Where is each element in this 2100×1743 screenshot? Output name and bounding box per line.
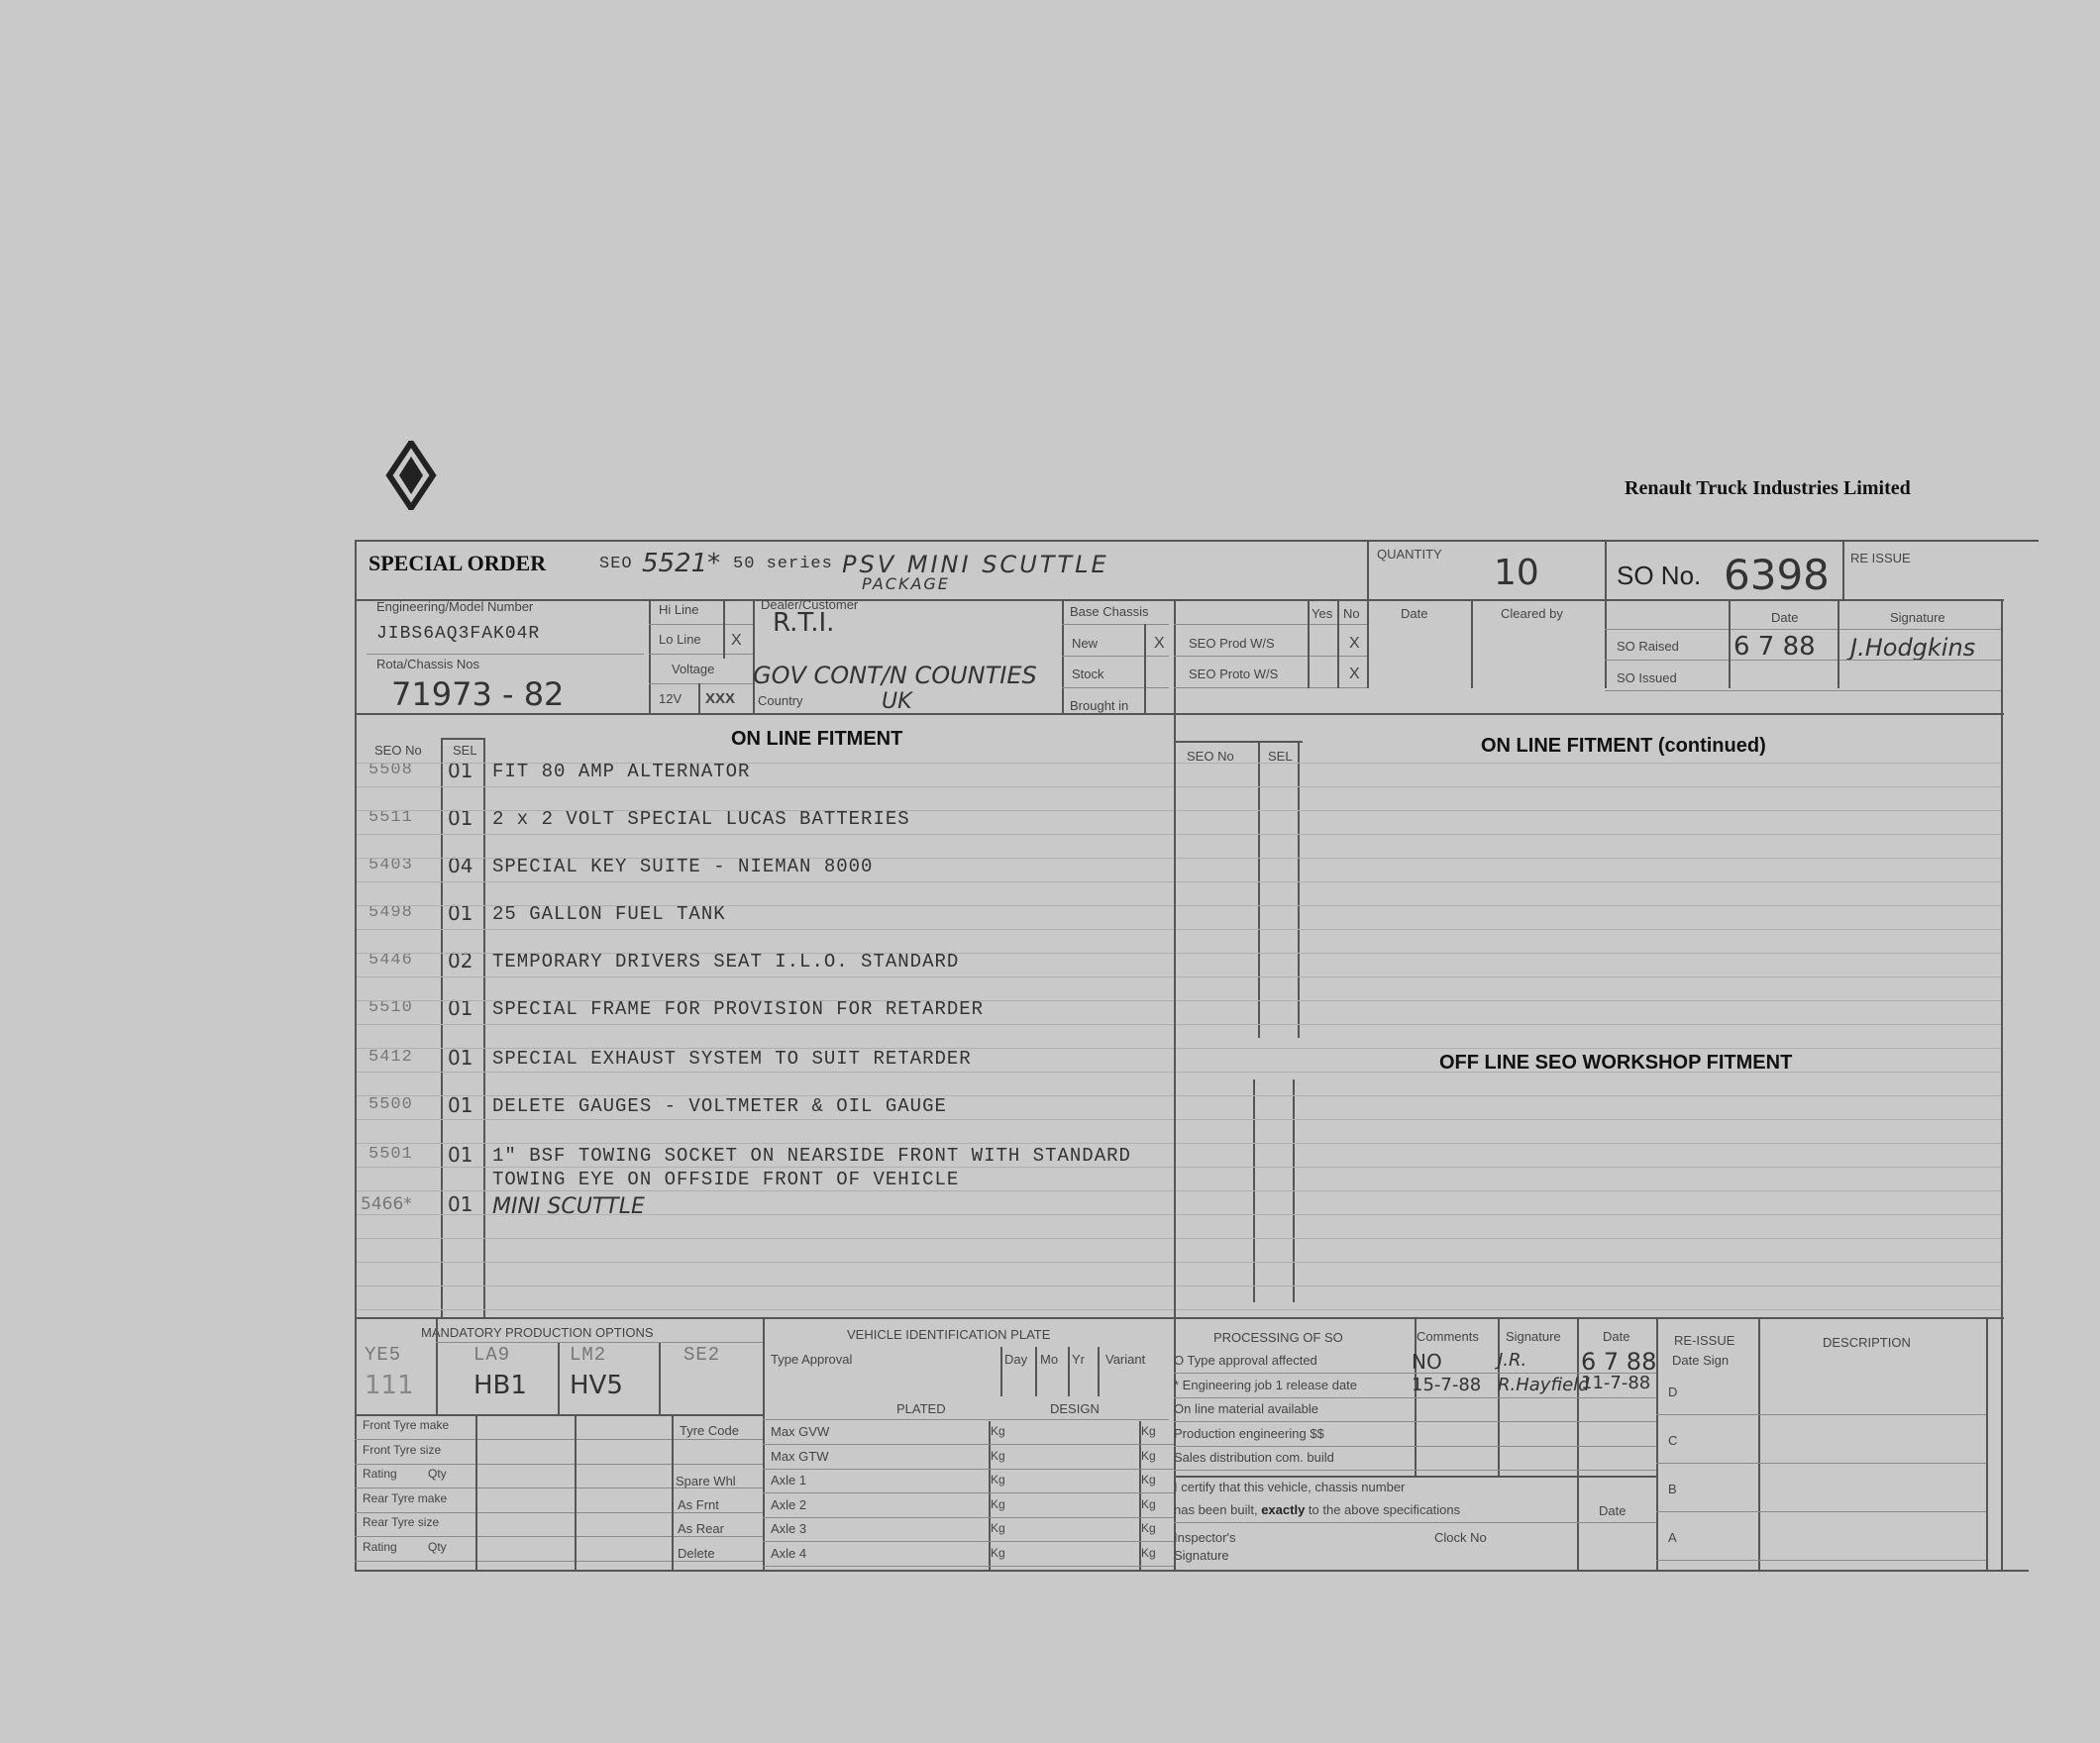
reissue-row-line — [1656, 1463, 1986, 1464]
ruled-line-left — [357, 1238, 1174, 1239]
reissue-letter: B — [1668, 1482, 1677, 1496]
delete-label: Delete — [678, 1546, 715, 1561]
col-seo-no: SEO No — [374, 743, 422, 758]
fitment-description: SPECIAL EXHAUST SYSTEM TO SUIT RETARDER — [492, 1048, 972, 1070]
fitment-sel: 01 — [448, 806, 473, 830]
vip-row-label: Axle 1 — [771, 1473, 807, 1487]
ruled-line-right — [1176, 1143, 2001, 1144]
vip-kg-plated: Kg — [991, 1473, 1005, 1487]
new-label: New — [1072, 636, 1099, 651]
vip-kg-design: Kg — [1141, 1545, 1156, 1560]
eng-model-label: Engineering/Model Number — [376, 599, 534, 614]
col-sel-right: SEL — [1268, 749, 1293, 764]
certify-line-2: has been built, exactly to the above specifications — [1174, 1502, 1461, 1517]
so-no-label: SO No. — [1617, 561, 1702, 590]
fitment-seo-no: 5403 — [368, 856, 413, 874]
inspector-label: Inspector's — [1174, 1530, 1236, 1545]
vip-kg-plated: Kg — [991, 1545, 1005, 1560]
renault-diamond-icon — [381, 441, 441, 510]
reissue-row-line — [1656, 1511, 1986, 1512]
prod-no-mark: X — [1349, 635, 1360, 652]
dealer-value-2: GOV CONT/N COUNTIES — [753, 662, 1037, 689]
voltage-label: Voltage — [672, 662, 715, 676]
design-label: DESIGN — [1050, 1401, 1100, 1416]
fitment-sel: 01 — [448, 1046, 473, 1070]
fitment-seo-no: 5498 — [368, 903, 413, 922]
fitment-description: 25 GALLON FUEL TANK — [492, 903, 726, 925]
vip-kg-design: Kg — [1141, 1448, 1156, 1463]
comments-label: Comments — [1417, 1329, 1479, 1344]
mandatory-title: MANDATORY PRODUCTION OPTIONS — [421, 1325, 654, 1340]
no-label: No — [1343, 606, 1360, 621]
ruled-line-right — [1176, 905, 2001, 906]
cleared-by-label: Cleared by — [1501, 606, 1563, 621]
fitment-seo-no: 5508 — [368, 761, 413, 779]
fitment-seo-no: 5466* — [361, 1194, 412, 1214]
ruled-line-left — [357, 1119, 1174, 1120]
ruled-line-left — [357, 1143, 1174, 1144]
processing-row-line — [1174, 1397, 1656, 1398]
ruled-line-left — [357, 1000, 1174, 1001]
clock-no-label: Clock No — [1434, 1530, 1487, 1545]
description-label: DESCRIPTION — [1823, 1335, 1911, 1350]
ruled-line-left — [357, 1190, 1174, 1191]
tyre-row-label: Rear Tyre size — [363, 1515, 440, 1529]
ruled-line-left — [357, 858, 1174, 859]
ruled-line-right — [1176, 1309, 2001, 1310]
so-issued-label: SO Issued — [1617, 670, 1677, 685]
ruled-line-right — [1176, 810, 2001, 811]
vip-row-label: Max GTW — [771, 1448, 829, 1464]
yr-label: Yr — [1072, 1352, 1085, 1367]
quantity-label: QUANTITY — [1377, 547, 1442, 562]
ruled-line-right — [1176, 976, 2001, 977]
fitment-sel: 02 — [448, 949, 473, 973]
processing-row-label: O Type approval affected — [1174, 1353, 1317, 1368]
vip-row-line — [763, 1444, 1174, 1445]
mandatory-option-code: LM2 — [570, 1344, 607, 1366]
ruled-line-left — [357, 786, 1174, 787]
plated-label: PLATED — [896, 1401, 946, 1416]
so-raised-signature: J.Hodgkins — [1850, 634, 1976, 662]
proc-date-label: Date — [1603, 1329, 1630, 1344]
col-sel: SEL — [453, 743, 477, 758]
tyre-row-label: Front Tyre make — [363, 1418, 450, 1432]
cert-date-label: Date — [1599, 1503, 1627, 1518]
seo-label: SEO — [599, 555, 633, 573]
reissue-label: RE ISSUE — [1850, 551, 1911, 565]
vip-kg-plated: Kg — [991, 1521, 1005, 1535]
vip-row-label: Axle 4 — [771, 1545, 807, 1561]
mandatory-option-code: SE2 — [683, 1344, 721, 1366]
voltage-12v: 12V — [659, 691, 682, 706]
processing-row-label: Production engineering $$ — [1174, 1425, 1324, 1441]
fitment-sel: 01 — [448, 1093, 473, 1117]
tyre-row-label: Rating — [363, 1539, 397, 1554]
renault-logo — [381, 441, 441, 510]
ruled-line-right — [1176, 786, 2001, 787]
fitment-seo-no: 5501 — [368, 1145, 413, 1164]
ruled-line-left — [357, 1285, 1174, 1286]
vip-row-label: Max GVW — [771, 1424, 830, 1439]
brought-in-label: Brought in — [1070, 698, 1129, 713]
variant-label: Variant — [1105, 1352, 1146, 1367]
tyre-row-line — [355, 1536, 763, 1537]
vip-row-line — [763, 1566, 1174, 1567]
chassis-label: Rota/Chassis Nos — [376, 657, 480, 671]
mandatory-option-code: LA9 — [473, 1344, 511, 1366]
fitment-description: DELETE GAUGES - VOLTMETER & OIL GAUGE — [492, 1095, 947, 1117]
inspector-sig-label: Signature — [1174, 1548, 1229, 1563]
reissue-letter: C — [1668, 1433, 1678, 1448]
fitment-description: MINI SCUTTLE — [492, 1194, 645, 1219]
date-label: Date — [1401, 606, 1428, 621]
chassis-value: 71973 - 82 — [391, 675, 565, 713]
processing-row-line — [1174, 1421, 1656, 1422]
ruled-line-right — [1176, 1095, 2001, 1096]
tyre-row-line — [355, 1439, 763, 1440]
ruled-line-right — [1176, 858, 2001, 859]
tyre-qty-label: Qty — [428, 1467, 447, 1481]
ruled-line-left — [357, 905, 1174, 906]
as-frnt-label: As Frnt — [678, 1497, 719, 1512]
ruled-line-left — [357, 1214, 1174, 1215]
processing-row-label: Sales distribution com. build — [1174, 1450, 1334, 1465]
vip-kg-design: Kg — [1141, 1473, 1156, 1487]
fitment-sel: 01 — [448, 996, 473, 1020]
country-value: UK — [882, 689, 912, 714]
as-rear-label: As Rear — [678, 1521, 724, 1536]
processing-comment: 15-7-88 — [1412, 1374, 1482, 1395]
ruled-line-right — [1176, 1024, 2001, 1025]
special-order-title: SPECIAL ORDER — [368, 551, 547, 575]
spare-whl-label: Spare Whl — [676, 1474, 736, 1488]
processing-row-line — [1174, 1470, 1656, 1471]
processing-row-line — [1174, 1446, 1656, 1447]
fitment-description: SPECIAL KEY SUITE - NIEMAN 8000 — [492, 856, 874, 877]
hi-line-label: Hi Line — [659, 602, 699, 617]
online-continued-title: ON LINE FITMENT (continued) — [1481, 735, 1766, 757]
type-approval-label: Type Approval — [771, 1352, 853, 1367]
yes-label: Yes — [1312, 606, 1333, 621]
ruled-line-right — [1176, 1262, 2001, 1263]
processing-title: PROCESSING OF SO — [1213, 1330, 1343, 1345]
ruled-line-right — [1176, 1190, 2001, 1191]
vip-row-line — [763, 1541, 1174, 1542]
ruled-line-right — [1176, 834, 2001, 835]
ruled-line-right — [1176, 1048, 2001, 1049]
fitment-seo-no: 5511 — [368, 808, 413, 827]
ruled-line-left — [357, 1072, 1174, 1073]
so-raised-date: 6 7 88 — [1733, 632, 1816, 662]
fitment-seo-no: 5510 — [368, 998, 413, 1017]
fitment-sel: 01 — [448, 1192, 473, 1216]
voltage-24v: XXX — [705, 690, 736, 707]
day-label: Day — [1004, 1352, 1028, 1367]
ruled-line-right — [1176, 1167, 2001, 1168]
reissue-title: RE-ISSUE — [1674, 1333, 1735, 1348]
dealer-value: R.T.I. — [773, 608, 835, 638]
ruled-line-right — [1176, 1000, 2001, 1001]
ruled-line-right — [1176, 1214, 2001, 1215]
certify-line-1: I certify that this vehicle, chassis number — [1174, 1480, 1406, 1494]
ruled-line-left — [357, 976, 1174, 977]
ruled-line-left — [357, 1048, 1174, 1049]
series-text: 50 series — [733, 555, 833, 573]
mo-label: Mo — [1040, 1352, 1059, 1367]
reissue-letter: D — [1668, 1384, 1678, 1399]
eng-model-value: JIBS6AQ3FAK04R — [376, 624, 541, 644]
tyre-qty-label: Qty — [428, 1539, 447, 1554]
vip-kg-plated: Kg — [991, 1448, 1005, 1463]
lo-line-label: Lo Line — [659, 632, 701, 647]
tyre-row-label: Front Tyre size — [363, 1442, 442, 1457]
country-label: Country — [758, 693, 803, 708]
tyre-row-label: Rear Tyre make — [363, 1490, 448, 1505]
description-handwritten: PSV MINI SCUTTLE — [842, 551, 1109, 578]
vip-row-line — [763, 1469, 1174, 1470]
description-handwritten-2: PACKAGE — [862, 574, 950, 593]
ruled-line-left — [357, 1309, 1174, 1310]
mandatory-option-value: 111 — [365, 1371, 414, 1400]
so-no-value: 6398 — [1724, 551, 1830, 599]
vip-row-label: Axle 3 — [771, 1521, 807, 1536]
vip-kg-plated: Kg — [991, 1424, 1005, 1438]
ruled-line-right — [1176, 1072, 2001, 1073]
ruled-line-left — [357, 1167, 1174, 1168]
fitment-seo-no: 5412 — [368, 1048, 413, 1067]
fitment-sel: 04 — [448, 854, 473, 877]
reissue-row-line — [1656, 1560, 1986, 1561]
tyre-row-label: Rating — [363, 1467, 397, 1481]
ruled-line-right — [1176, 1238, 2001, 1239]
ruled-line-left — [357, 834, 1174, 835]
seo-prod-ws: SEO Prod W/S — [1189, 636, 1275, 651]
new-mark: X — [1154, 635, 1165, 652]
tyre-row-line — [355, 1464, 763, 1465]
processing-date: 6 7 88 — [1581, 1348, 1657, 1376]
so-raised-label: SO Raised — [1617, 639, 1679, 654]
processing-row-label: On line material available — [1174, 1401, 1318, 1416]
fitment-description: 1" BSF TOWING SOCKET ON NEARSIDE FRONT WITH STANDARD — [492, 1145, 1131, 1167]
base-chassis-label: Base Chassis — [1070, 604, 1149, 619]
fitment-description-2: TOWING EYE ON OFFSIDE FRONT OF VEHICLE — [492, 1169, 960, 1190]
vip-kg-design: Kg — [1141, 1521, 1156, 1535]
ruled-line-right — [1176, 763, 2001, 764]
processing-signature: R.Hayfield — [1498, 1374, 1590, 1395]
col-seo-no-right: SEO No — [1187, 749, 1234, 764]
processing-comment: NO — [1412, 1350, 1442, 1374]
online-fitment-title: ON LINE FITMENT — [731, 728, 903, 750]
mandatory-option-code: YE5 — [365, 1344, 402, 1366]
processing-row-label: * Engineering job 1 release date — [1174, 1377, 1358, 1392]
processing-signature: J.R. — [1498, 1350, 1527, 1371]
ruled-line-left — [357, 1262, 1174, 1263]
so-signature-label: Signature — [1890, 610, 1945, 625]
offline-title: OFF LINE SEO WORKSHOP FITMENT — [1439, 1052, 1793, 1074]
fitment-seo-no: 5446 — [368, 951, 413, 970]
fitment-description: FIT 80 AMP ALTERNATOR — [492, 761, 751, 782]
quantity-value: 10 — [1494, 553, 1539, 593]
vip-kg-design: Kg — [1141, 1424, 1156, 1438]
proc-signature-label: Signature — [1506, 1329, 1561, 1344]
vip-kg-design: Kg — [1141, 1496, 1156, 1511]
so-date-label: Date — [1771, 610, 1799, 625]
fitment-description: TEMPORARY DRIVERS SEAT I.L.O. STANDARD — [492, 951, 960, 973]
ruled-line-right — [1176, 881, 2001, 882]
ruled-line-right — [1176, 953, 2001, 954]
ruled-line-left — [357, 810, 1174, 811]
seo-number: 5521* — [642, 549, 721, 578]
ruled-line-left — [357, 929, 1174, 930]
fitment-description: SPECIAL FRAME FOR PROVISION FOR RETARDER — [492, 998, 985, 1020]
reissue-letter: A — [1668, 1530, 1677, 1545]
seo-proto-ws: SEO Proto W/S — [1189, 666, 1279, 681]
fitment-description: 2 x 2 VOLT SPECIAL LUCAS BATTERIES — [492, 808, 910, 830]
company-name: Renault Truck Industries Limited — [1625, 477, 1911, 499]
dealer-label: Dealer/Customer — [761, 597, 859, 612]
ruled-line-left — [357, 1095, 1174, 1096]
stock-label: Stock — [1072, 666, 1104, 681]
reissue-date-sign: Date Sign — [1672, 1353, 1730, 1368]
ruled-line-left — [357, 763, 1174, 764]
fitment-seo-no: 5500 — [368, 1095, 413, 1114]
mandatory-option-value: HB1 — [473, 1371, 527, 1400]
proto-no-mark: X — [1349, 666, 1360, 682]
ruled-line-right — [1176, 1285, 2001, 1286]
vip-row-label: Axle 2 — [771, 1496, 807, 1512]
processing-date: 11-7-88 — [1581, 1372, 1651, 1393]
vip-row-line — [763, 1517, 1174, 1518]
ruled-line-right — [1176, 929, 2001, 930]
tyre-code-label: Tyre Code — [680, 1423, 739, 1438]
ruled-line-right — [1176, 1119, 2001, 1120]
fitment-sel: 01 — [448, 1143, 473, 1167]
fitment-sel: 01 — [448, 759, 473, 782]
vip-kg-plated: Kg — [991, 1496, 1005, 1511]
ruled-line-left — [357, 1024, 1174, 1025]
vip-title: VEHICLE IDENTIFICATION PLATE — [847, 1327, 1051, 1342]
vip-row-line — [763, 1492, 1174, 1493]
fitment-sel: 01 — [448, 901, 473, 925]
ruled-line-left — [357, 881, 1174, 882]
ruled-line-left — [357, 953, 1174, 954]
mandatory-option-value: HV5 — [570, 1371, 623, 1400]
lo-line-mark: X — [731, 632, 742, 649]
reissue-row-line — [1656, 1414, 1986, 1415]
